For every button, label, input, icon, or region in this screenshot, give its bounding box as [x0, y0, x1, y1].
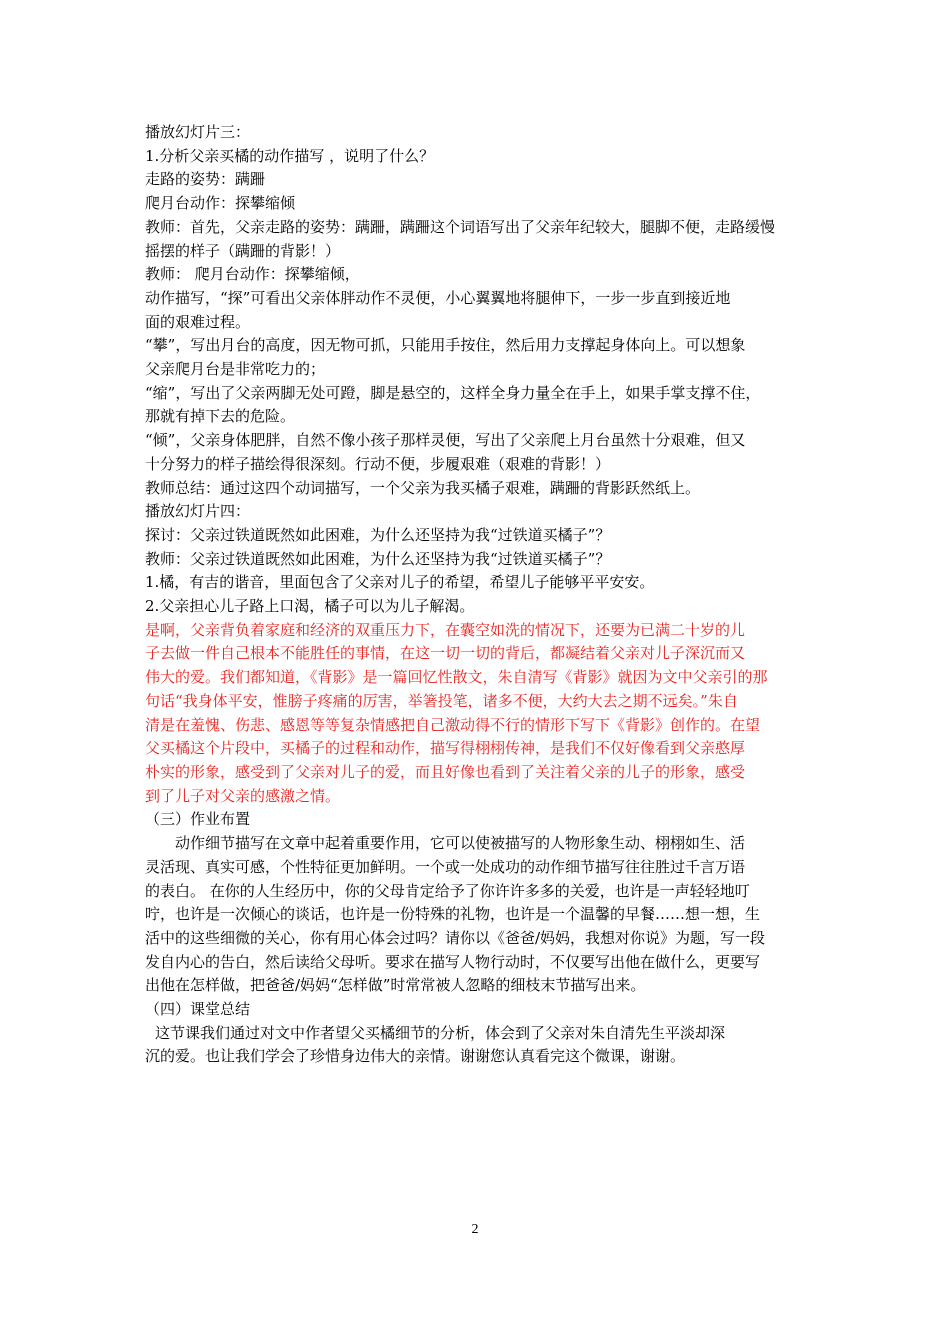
text-line: 父买橘这个片段中，买橘子的过程和动作，描写得栩栩传神，是我们不仅好像看到父亲憨厚: [145, 739, 746, 758]
text-line: 1.分析父亲买橘的动作描写 ，说明了什么？: [145, 146, 435, 165]
text-line: 教师：首先，父亲走路的姿势：蹒跚，蹒跚这个词语写出了父亲年纪较大，腿脚不便，走路缓慢: [145, 217, 776, 236]
text-line: 子去做一件自己根本不能胜任的事情，在这一切一切的背后，都凝结着父亲对儿子深沉而又: [145, 644, 746, 663]
text-line: 教师：父亲过铁道既然如此困难，为什么还坚持为我“过铁道买橘子”？: [145, 549, 611, 568]
text-line: 灵活现、真实可感，个性特征更加鲜明。一个或一处成功的动作细节描写往往胜过千言万语: [145, 857, 746, 876]
text-line: 沉的爱。也让我们学会了珍惜身边伟大的亲情。谢谢您认真看完这个微课，谢谢。: [145, 1047, 686, 1066]
text-line: 发自内心的告白，然后读给父母听。要求在描写人物行动时，不仅要写出他在做什么，更要写: [145, 952, 761, 971]
text-line: 教师： 爬月台动作：探攀缩倾，: [145, 265, 360, 284]
text-line: 动作描写，“探”可看出父亲体胖动作不灵便，小心翼翼地将腿伸下，一步一步直到接近地: [145, 288, 731, 307]
text-line: 面的艰难过程。: [145, 312, 251, 331]
text-line: 出他在怎样做，把爸爸/妈妈“怎样做”时常常被人忽略的细枝末节描写出来。: [145, 976, 646, 995]
text-line: “倾”，父亲身体肥胖，自然不像小孩子那样灵便，写出了父亲爬上月台虽然十分艰难，但又: [145, 431, 746, 450]
text-line: 十分努力的样子描绘得很深刻。行动不便，步履艰难（艰难的背影！）: [145, 454, 611, 473]
text-line: （三）作业布置: [145, 810, 251, 829]
text-line: 摇摆的样子（蹒跚的背影！）: [145, 241, 341, 260]
text-line: 教师总结：通过这四个动词描写，一个父亲为我买橘子艰难，蹒跚的背影跃然纸上。: [145, 478, 701, 497]
text-line: 探讨：父亲过铁道既然如此困难，为什么还坚持为我“过铁道买橘子”？: [145, 525, 611, 544]
text-line: 的表白。 在你的人生经历中，你的父母肯定给予了你许许多多的关爱，也许是一声轻轻地叮: [145, 881, 750, 900]
text-line: 句话“我身体平安，惟膀子疼痛的厉害，举箸投笔，诸多不便，大约大去之期不远矣。”朱自: [145, 691, 738, 710]
text-line: “缩”，写出了父亲两脚无处可蹬，脚是悬空的，这样全身力量全在手上，如果手掌支撑不住，: [145, 383, 761, 402]
text-line: 到了儿子对父亲的感激之情。: [145, 786, 341, 805]
text-line: 走路的姿势：蹒跚: [145, 170, 266, 189]
text-line: 朴实的形象，感受到了父亲对儿子的爱，而且好像也看到了关注着父亲的儿子的形象，感受: [145, 762, 746, 781]
text-line: 父亲爬月台是非常吃力的；: [145, 360, 326, 379]
text-line: 活中的这些细微的关心，你有用心体会过吗？请你以《爸爸/妈妈，我想对你说》为题，写一段: [145, 928, 766, 947]
text-line: 伟大的爱。我们都知道，《背影》是一篇回忆性散文，朱自清写《背影》就因为文中父亲引的那: [145, 668, 768, 687]
text-line: 播放幻灯片三：: [145, 123, 251, 141]
text-line: 这节课我们通过对文中作者望父买橘细节的分析，体会到了父亲对朱自清先生平淡却深: [155, 1023, 726, 1042]
page-number: 2: [471, 1222, 479, 1237]
text-line: 咛，也许是一次倾心的谈话，也许是一份特殊的礼物，也许是一个温馨的早餐……想一想，生: [145, 905, 761, 924]
text-line: 清是在羞愧、伤悲、感恩等等复杂情感把自己激动得不行的情形下写下《背影》创作的。在望: [145, 715, 761, 734]
text-line: 那就有掉下去的危险。: [145, 407, 296, 426]
text-line: 动作细节描写在文章中起着重要作用，它可以使被描写的人物形象生动、栩栩如生、活: [175, 834, 746, 853]
text-line: 播放幻灯片四：: [145, 502, 251, 521]
text-line: （四）课堂总结: [145, 1000, 251, 1019]
text-line: 是啊，父亲背负着家庭和经济的双重压力下，在囊空如洗的情况下，还要为已满二十岁的儿: [145, 620, 746, 639]
text-line: 2.父亲担心儿子路上口渴，橘子可以为儿子解渴。: [145, 597, 475, 616]
text-line: 爬月台动作：探攀缩倾: [145, 194, 296, 213]
document-body: [145, 121, 825, 1069]
text-line: 1.橘，有吉的谐音，里面包含了父亲对儿子的希望，希望儿子能够平平安安。: [145, 573, 655, 592]
text-line: “攀”，写出月台的高度，因无物可抓，只能用手按住，然后用力支撑起身体向上。可以想象: [145, 336, 746, 355]
